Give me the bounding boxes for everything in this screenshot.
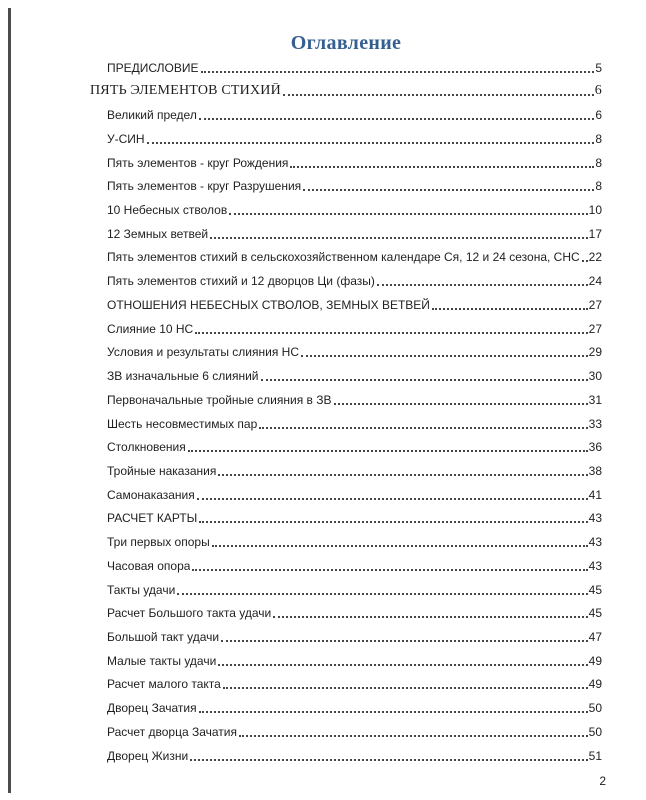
- toc-entry-page: 29: [588, 345, 602, 360]
- toc-entry-label: Дворец Зачатия: [107, 701, 197, 716]
- toc-entry-label: ЗВ изначальные 6 слияний: [107, 369, 259, 384]
- toc-entry[interactable]: [107, 603, 602, 627]
- toc-entry[interactable]: [107, 531, 602, 555]
- dot-leader: [218, 664, 587, 666]
- toc-entry-page: 6: [595, 108, 602, 123]
- toc-entry-page: 47: [588, 629, 602, 644]
- toc-entry-label: Пять элементов стихий в сельскохозяйственном календаре Ся, 12 и 24 сезона, СНС: [107, 250, 580, 265]
- toc-entry-label: Первоначальные тройные слияния в ЗВ: [107, 392, 332, 407]
- toc-entry[interactable]: [107, 152, 602, 176]
- toc-entry-page: 33: [588, 416, 602, 431]
- toc-entry-label: ПЯТЬ ЭЛЕМЕНТОВ СТИХИЙ: [90, 83, 281, 99]
- toc-entry-page: 49: [588, 653, 602, 668]
- toc-entry-label: Столкновения: [107, 440, 186, 455]
- dot-leader: [221, 640, 588, 642]
- toc-entry-label: РАСЧЕТ КАРТЫ: [107, 511, 198, 526]
- toc-entry[interactable]: [107, 555, 602, 579]
- toc-entry-page: 8: [595, 131, 602, 146]
- dot-leader: [334, 403, 588, 405]
- page-edge-shadow: [8, 8, 11, 793]
- dot-leader: [582, 260, 588, 262]
- toc-entry-page: 31: [588, 392, 602, 407]
- toc-title: Оглавление: [290, 32, 402, 54]
- dot-leader: [432, 308, 588, 310]
- toc-entry-label: Расчет Большого такта удачи: [107, 606, 272, 621]
- toc-entry-page: 50: [588, 701, 602, 716]
- toc-entry-label: ПРЕДИСЛОВИЕ: [107, 60, 199, 75]
- toc-entry[interactable]: [107, 460, 602, 484]
- toc-entry-label: 10 Небесных стволов: [107, 203, 228, 218]
- toc-entry-label: 12 Земных ветвей: [107, 226, 209, 241]
- toc-entry[interactable]: [107, 365, 602, 389]
- toc-entry[interactable]: [107, 104, 602, 128]
- toc-entry[interactable]: [107, 745, 602, 769]
- toc-entry-page: 10: [588, 203, 602, 218]
- toc-entry[interactable]: [107, 721, 602, 745]
- toc-entry-page: 5: [595, 60, 602, 75]
- toc-entry[interactable]: [107, 342, 602, 366]
- dot-leader: [210, 237, 588, 239]
- dot-leader: [195, 332, 587, 334]
- toc-entry[interactable]: [107, 650, 602, 674]
- toc-entry-page: 36: [588, 440, 602, 455]
- toc-entry-label: Шесть несовместимых пар: [107, 416, 258, 431]
- toc-entry-label: Великий предел: [107, 108, 197, 123]
- toc-entry-page: 43: [588, 558, 602, 573]
- toc-entry[interactable]: [107, 508, 602, 532]
- toc-entry[interactable]: [107, 437, 602, 461]
- toc-entry-page: 43: [588, 535, 602, 550]
- toc-entry[interactable]: [107, 626, 602, 650]
- dot-leader: [303, 189, 594, 191]
- dot-leader: [223, 687, 588, 689]
- toc-entry-label: Пять элементов - круг Рождения: [107, 155, 289, 170]
- toc-entry-page: 27: [588, 297, 602, 312]
- toc-entry[interactable]: [107, 294, 602, 318]
- toc-entry-label: Дворец Жизни: [107, 748, 189, 763]
- dot-leader: [239, 735, 588, 737]
- toc-entry-label: Малые такты удачи: [107, 653, 217, 668]
- dot-leader: [199, 711, 588, 713]
- toc-entry[interactable]: [107, 128, 602, 152]
- toc-entry-label: Самонаказания: [107, 487, 195, 502]
- dot-leader: [199, 521, 587, 523]
- toc-entry-label: Расчет дворца Зачатия: [107, 724, 237, 739]
- toc-entry-label: Пять элементов стихий и 12 дворцов Ци (фазы): [107, 274, 375, 289]
- toc-entry-page: 17: [588, 226, 602, 241]
- toc-entry[interactable]: [107, 484, 602, 508]
- toc-entry-page: 51: [588, 748, 602, 763]
- dot-leader: [261, 379, 588, 381]
- toc-entry-page: 6: [594, 83, 602, 99]
- toc-entry-label: У-СИН: [107, 131, 145, 146]
- toc-entry-label: Пять элементов - круг Разрушения: [107, 179, 302, 194]
- toc-entry-page: 24: [588, 274, 602, 289]
- dot-leader: [283, 94, 594, 96]
- toc-entry[interactable]: [107, 176, 602, 200]
- toc-entry-page: 8: [595, 155, 602, 170]
- toc-entry-page: 38: [588, 463, 602, 478]
- page-number: 2: [599, 774, 606, 788]
- toc-entry-page: 45: [588, 606, 602, 621]
- toc-entry-label: Часовая опора: [107, 558, 191, 573]
- dot-leader: [201, 71, 595, 73]
- toc-list: [90, 57, 602, 769]
- toc-entry[interactable]: [107, 223, 602, 247]
- dot-leader: [190, 759, 587, 761]
- toc-entry[interactable]: [107, 579, 602, 603]
- dot-leader: [188, 450, 588, 452]
- toc-entry-page: 22: [588, 250, 602, 265]
- dot-leader: [177, 593, 587, 595]
- toc-entry-page: 43: [588, 511, 602, 526]
- toc-entry-label: Условия и результаты слияния НС: [107, 345, 300, 360]
- toc-entry-label: Большой такт удачи: [107, 629, 220, 644]
- toc-entry[interactable]: [107, 57, 602, 81]
- toc-entry[interactable]: [107, 247, 602, 271]
- dot-leader: [212, 545, 588, 547]
- toc-entry-page: 27: [588, 321, 602, 336]
- toc-entry[interactable]: [107, 674, 602, 698]
- toc-entry-label: ОТНОШЕНИЯ НЕБЕСНЫХ СТВОЛОВ, ЗЕМНЫХ ВЕТВЕЙ: [107, 297, 430, 312]
- toc-entry-label: Расчет малого такта: [107, 677, 221, 692]
- toc-entry[interactable]: [107, 318, 602, 342]
- toc-entry-label: Такты удачи: [107, 582, 176, 597]
- toc-entry[interactable]: [90, 81, 602, 105]
- toc-entry-page: 50: [588, 724, 602, 739]
- dot-leader: [218, 474, 587, 476]
- toc-entry-label: Тройные наказания: [107, 463, 217, 478]
- toc-entry-page: 49: [588, 677, 602, 692]
- dot-leader: [290, 166, 594, 168]
- toc-entry[interactable]: [107, 697, 602, 721]
- dot-leader: [377, 284, 588, 286]
- dot-leader: [229, 213, 587, 215]
- dot-leader: [199, 118, 594, 120]
- dot-leader: [197, 498, 588, 500]
- toc-entry[interactable]: [107, 389, 602, 413]
- dot-leader: [192, 569, 587, 571]
- dot-leader: [147, 142, 595, 144]
- toc-entry-page: 45: [588, 582, 602, 597]
- dot-leader: [273, 616, 587, 618]
- toc-entry-page: 8: [595, 179, 602, 194]
- toc-entry[interactable]: [107, 270, 602, 294]
- toc-entry[interactable]: [107, 413, 602, 437]
- toc-entry-page: 41: [588, 487, 602, 502]
- dot-leader: [259, 427, 587, 429]
- toc-entry-label: Слияние 10 НС: [107, 321, 194, 336]
- toc-entry-page: 30: [588, 369, 602, 384]
- toc-entry-label: Три первых опоры: [107, 535, 210, 550]
- dot-leader: [301, 355, 588, 357]
- toc-entry[interactable]: [107, 199, 602, 223]
